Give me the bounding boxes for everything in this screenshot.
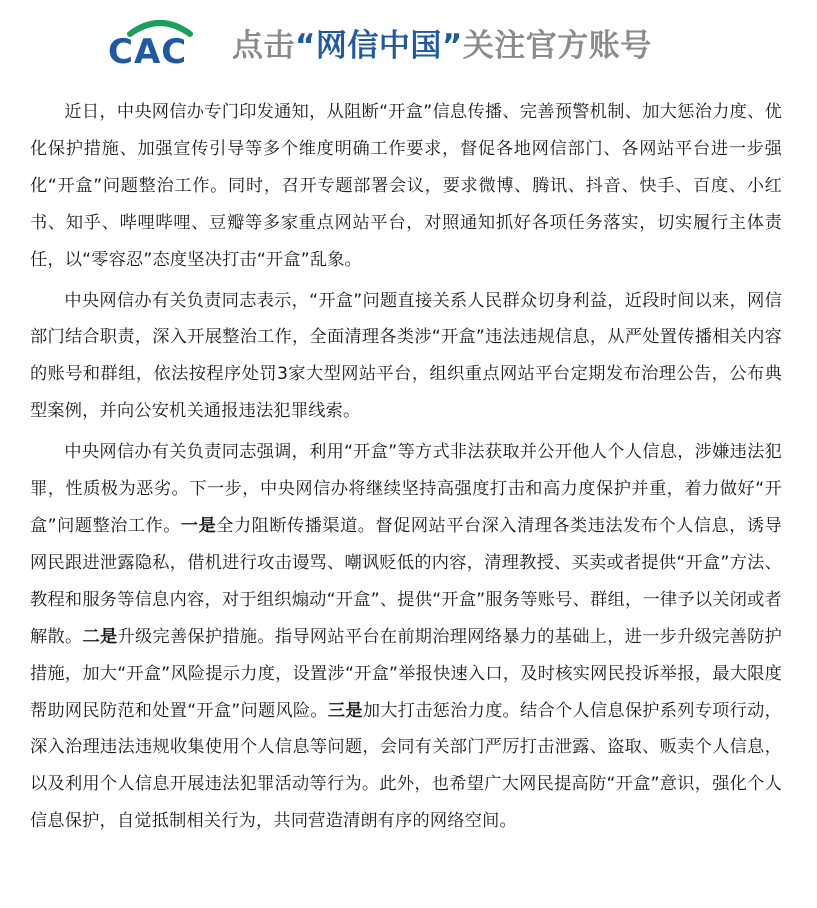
p3-text-1: 全力阻断传播渠道。督促网站平台深入清理各类违法发布个人信息，诱导网民跟进泄露隐私，借机进行攻击谩骂、嘲讽贬低的内容，清理教授、买卖或者提供“开盒”方法、教程和服务等信息内容，对于组织煽动“开盒”、提供“开盒”服务等账号、群组，一律予以关闭或者解散。 bbox=[30, 515, 782, 647]
p3-key-2: 二是 bbox=[82, 626, 118, 647]
p3-text-3: 加大打击惩治力度。结合个人信息保护系列专项行动，深入治理违法违规收集使用个人信息等问题，会同有关部门严厉打击泄露、盗取、贩卖个人信息，以及利用个人信息开展违法犯罪活动等行为。此外，也希望广大网民提高防“开盒”意识，强化个人信息保护，自觉抵制相关行为，共同营造清朗有序的网络空间。 bbox=[30, 700, 782, 832]
p3-intro: 中央网信办有关负责同志强调，利用“开盒”等方式非法获取并公开他人个人信息，涉嫌违法犯罪，性质极为恶劣。下一步，中央网信办将继续坚持高强度打击和高力度保护并重，着力做好“开盒”问题整治工作。 bbox=[30, 442, 782, 536]
p3-key-3: 三是 bbox=[327, 700, 363, 721]
slogan-account-name: “网信中国” bbox=[295, 28, 463, 64]
paragraph-3 bbox=[30, 434, 782, 840]
slogan-prefix: 点击 bbox=[232, 28, 295, 64]
header-banner bbox=[0, 0, 817, 80]
paragraph-2: 中央网信办有关负责同志表示，“开盒”问题直接关系人民群众切身利益，近段时间以来，网信部门结合职责，深入开展整治工作，全面清理各类涉“开盒”违法违规信息，从严处置传播相关内容的账号和群组，依法按程序处罚3家大型网站平台，组织重点网站平台定期发布治理公告，公布典型案例，并向公安机关通报违法犯罪线索。 bbox=[30, 290, 782, 422]
follow-slogan[interactable] bbox=[232, 20, 652, 65]
paragraph-1: 近日，中央网信办专门印发通知，从阻断“开盒”信息传播、完善预警机制、加大惩治力度、优化保护措施、加强宣传引导等多个维度明确工作要求，督促各地网信部门、各网站平台进一步强化“开盒”问题整治工作。同时，召开专题部署会议，要求微博、腾讯、抖音、快手、百度、小红书、知乎、哔哩哔哩、豆瓣等多家重点网站平台，对照通知抓好各项任务落实，切实履行主体责任，以“零容忍”态度坚决打击“开盒”乱象。 bbox=[30, 102, 782, 270]
slogan-suffix: 关注官方账号 bbox=[462, 28, 652, 64]
article-body bbox=[30, 94, 782, 844]
cac-logo bbox=[108, 14, 212, 72]
p3-text-2: 升级完善保护措施。指导网站平台在前期治理网络暴力的基础上，进一步升级完善防护措施，加大“开盒”风险提示力度，设置涉“开盒”举报快速入口，及时核实网民投诉举报，最大限度帮助网民防范和处置“开盒”问题风险。 bbox=[30, 626, 782, 721]
p3-key-1: 一是 bbox=[180, 515, 217, 536]
logo-text: CAC bbox=[108, 32, 188, 72]
